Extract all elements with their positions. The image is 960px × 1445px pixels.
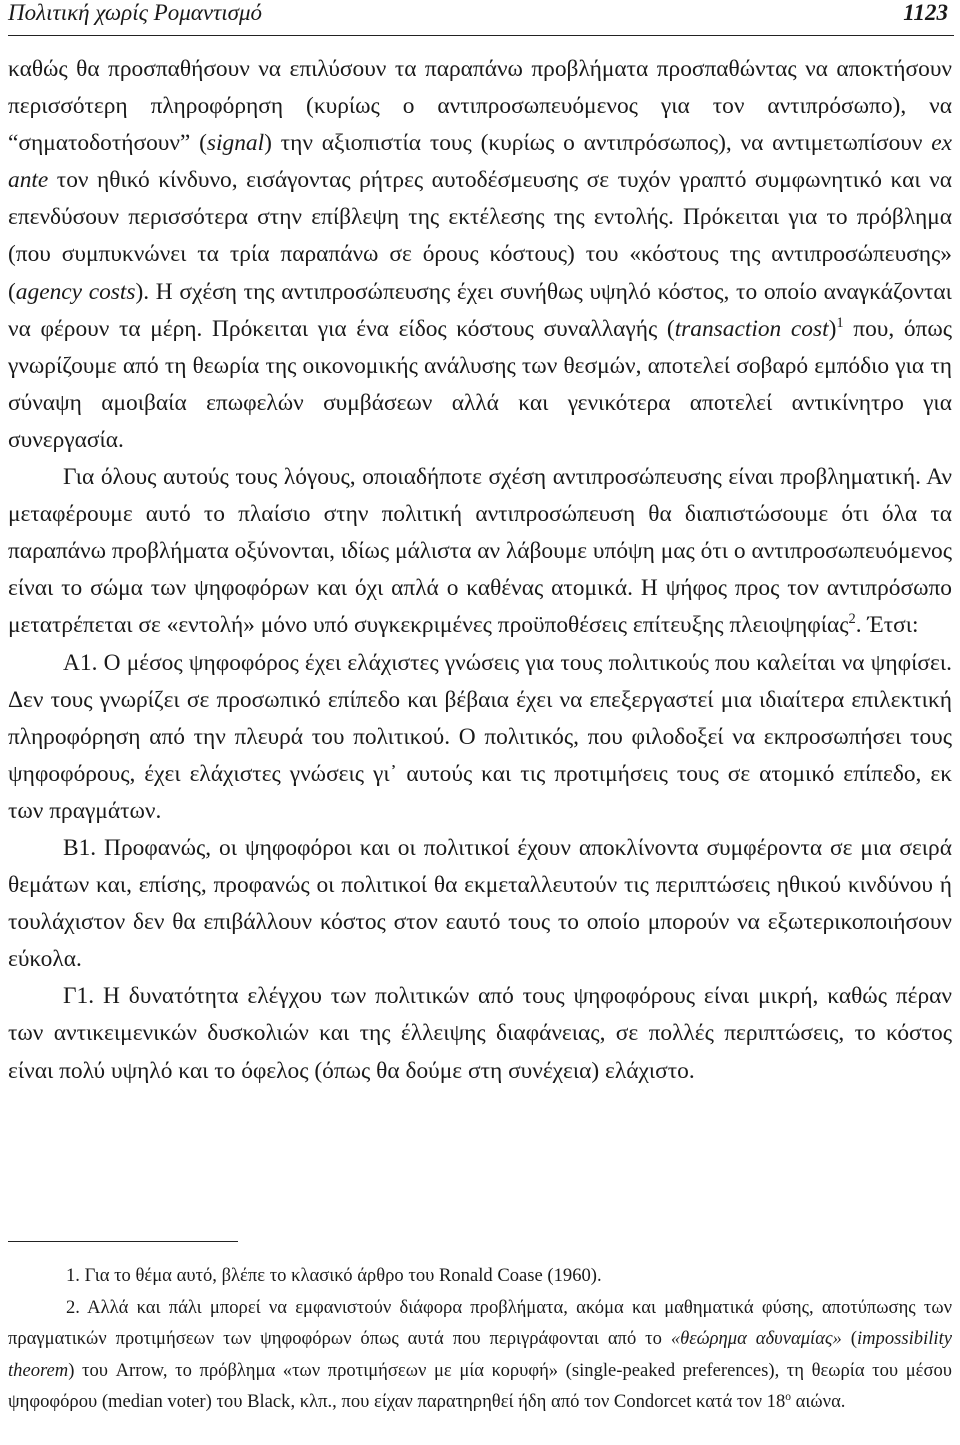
footnote-rule (8, 1241, 238, 1242)
italic-term: «θεώρημα αδυναμίας» (670, 1328, 842, 1350)
italic-term: transaction cost (674, 315, 829, 342)
list-item-a1: Α1. Ο μέσος ψηφοφόρος έχει ελάχιστες γνώσεις για τους πολιτικούς που καλείται να ψηφίσει. Δεν τους γνωρίζει σε προσωπικό επίπεδο και βέβαια έχει να επεξεργαστεί μια ιδιαίτερα επιλεκτική πληροφόρηση από την πλευρά του πολιτικού. Ο πολιτικός, που φιλοδοξεί να εκπροσωπήσει τους ψηφοφόρους, έχει ελάχιστες γνώσεις γι᾽ αυτούς και τις προτιμήσεις τους σε ατομικό επίπεδο, εκ των πραγμάτων. (8, 649, 952, 824)
list-item-g1: Γ1. Η δυνατότητα ελέγχου των πολιτικών από τους ψηφοφόρους είναι μικρή, καθώς πέραν των αντικειμενικών δυσκολιών και της έλλειψης διαφάνειας, σε πολλές περιπτώσεις, το κόστος είναι πολύ υψηλό και το όφελος (όπως θα δούμε στη συνέχεια) ελάχιστο. (8, 983, 952, 1084)
body-text (8, 51, 952, 1090)
paragraph-1 (8, 51, 952, 459)
text-run: ) του Arrow, το πρόβλημα «των προτιμήσεων με μία κορυφή» (single-peaked preferences), τη θεωρία του μέσου ψηφοφόρου (median voter) του Black, κλπ., που είχαν παρατηρηθεί ήδη από τον Condorcet κατά τον 18 (8, 1359, 952, 1413)
text-run: που, όπως γνωρίζουμε από τη θεωρία της οικονομικής ανάλυσης των θεσμών, αποτελεί σοβαρό εμπόδιο για τη σύναψη αμοιβαία επωφελών συμβάσεων αλλά και γενικότερα αποτελεί αντικίνητρο για συνεργασία. (8, 315, 953, 453)
text-run: τον ηθικό κίνδυνο, εισάγοντας ρήτρες αυτοδέσμευσης σε τυχόν γραπτό συμφωνητικό και να επενδύσουν περισσότερα στην επίβλεψη της εκτέλεσης της εντολής. Πρόκειται για το πρόβλημα (που συμπυκνώνει τα τρία παραπάνω σε όρους κόστους) του «κόστους της αντιπροσώπευσης» ( (8, 167, 952, 305)
list-item-b1: Β1. Προφανώς, οι ψηφοφόροι και οι πολιτικοί έχουν αποκλίνοντα συμφέροντα σε μια σειρά θεμάτων και, επίσης, προφανώς οι πολιτικοί θα εκμεταλλευτούν τις περιπτώσεις ηθικού κινδύνου ή τουλάχιστον δεν θα επιβάλλουν κόστος στον εαυτό τους το οποίο μπορούν να εξωτερικοποιήσουν εύκολα. (8, 834, 952, 973)
text-run: . Έτσι: (855, 612, 919, 639)
text-run: αιώνα. (791, 1391, 846, 1413)
text-run: ). Η σχέση της αντιπροσώπευσης έχει συνήθως υψηλό κόστος, το οποίο αναγκάζονται να φέρουν τα μέρη. Πρόκειται για ένα είδος κόστους συναλλαγής ( (8, 278, 952, 342)
header-rule (8, 35, 954, 36)
italic-term: impossibility theorem (8, 1328, 952, 1381)
text-run: Για όλους αυτούς τους λόγους, οποιαδήποτε σχέση αντιπροσώπευσης είναι προβληματική. Αν μεταφέρουμε αυτό το πλαίσιο στην πολιτική αντιπροσώπευση θα διαπιστώσουμε ότι όλα τα παραπάνω προβλήματα οξύνονται, ιδίως μάλιστα αν λάβουμε υπόψη μας ότι ο αντιπροσωπευόμενος είναι το σώμα των ψηφοφόρων και όχι απλά ο καθένας ατομικά. Η ψήφος προς τον αντιπρόσωπο μετατρέπεται σε «εντολή» μόνο υπό συγκεκριμένες προϋποθέσεις επίτευξης πλειοψηφίας (8, 464, 952, 639)
italic-term: ex ante (8, 130, 952, 194)
text-run: 2. Αλλά και πάλι μπορεί να εμφανιστούν διάφορα προβλήματα, ακόμα και μαθηματικά φύσης, αποτύπωσης των πραγματικών προτιμήσεων των ψηφοφόρων όπως αυτά που περιγράφονται από το (8, 1296, 952, 1350)
text-run: ( (841, 1328, 857, 1350)
superscript-ordinal: ο (785, 1391, 792, 1404)
text-run: καθώς θα προσπαθήσουν να επιλύσουν τα παραπάνω προβλήματα προσπαθώντας να αποκτήσουν περισσότερη πληροφόρηση (κυρίως ο αντιπροσωπευόμενος για τον αντιπρόσωπο), να “σηματοδοτήσουν” ( (8, 56, 952, 157)
footnote-ref-2[interactable]: 2 (848, 611, 856, 628)
running-header-title: Πολιτική χωρίς Ρομαντισμό (8, 0, 263, 25)
italic-term: signal (206, 130, 265, 157)
footnote-1: 1. Για το θέμα αυτό, βλέπε το κλασικό άρθρο του Ronald Coase (1960). (66, 1265, 602, 1286)
footnote-ref-1[interactable]: 1 (836, 314, 844, 331)
italic-term: agency costs (15, 278, 136, 305)
running-header (8, 0, 952, 30)
paragraph-2 (8, 459, 952, 644)
footnotes (8, 1260, 952, 1418)
page-number: 1123 (903, 0, 948, 25)
text-run: ) (828, 315, 837, 342)
footnote-2 (8, 1292, 952, 1418)
text-run: ) την αξιοπιστία τους (κυρίως ο αντιπρόσωπος), να αντιμετωπίσουν (264, 130, 932, 157)
